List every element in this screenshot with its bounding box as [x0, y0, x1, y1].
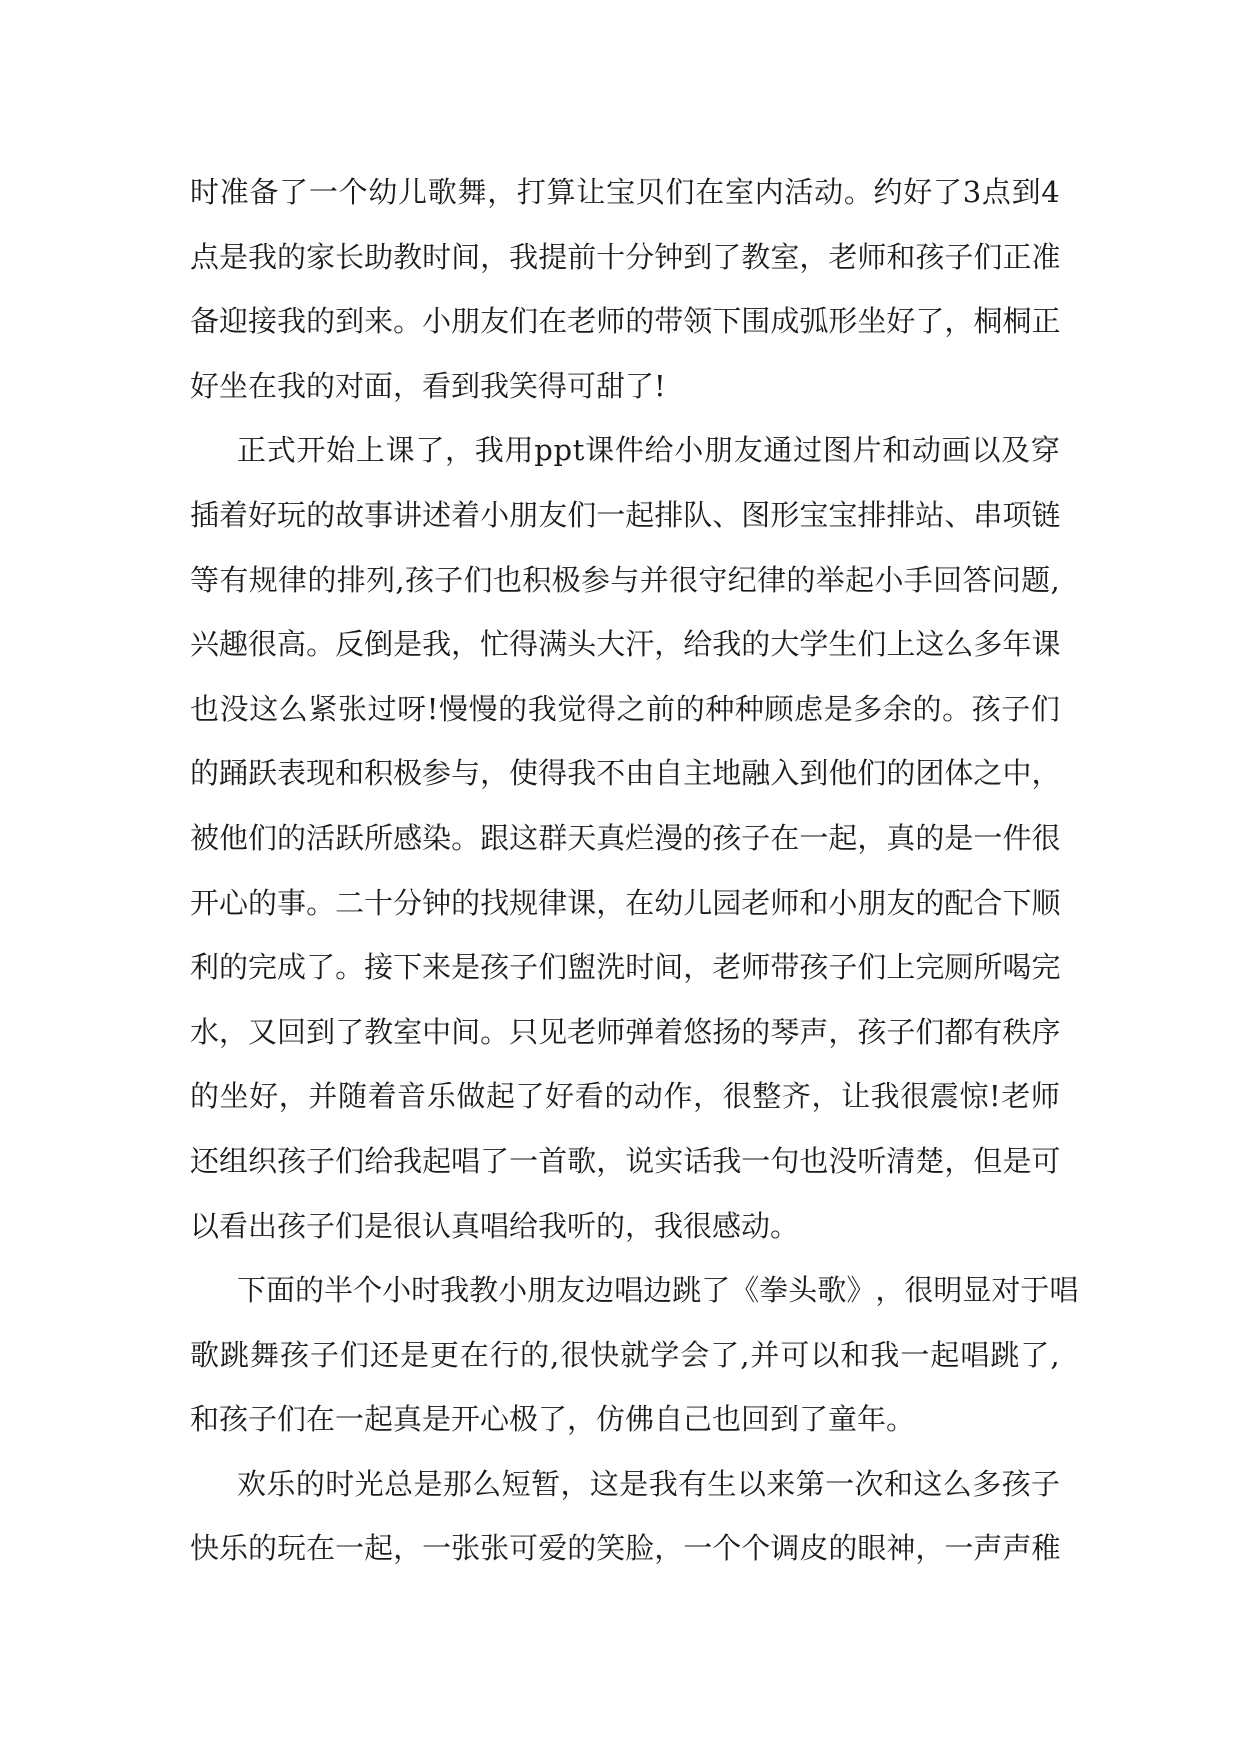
- text-line: 下 面 的 半 个 小 时 我 教 小 朋 友 边 唱 边 跳 了 《 拳 头 歌 》 ， 很 明 显 对 于 唱: [237, 1273, 1079, 1308]
- text-line: 被 他 们 的 活 跃 所 感 染 。 跟 这 群 天 真 烂 漫 的 孩 子 在 一 起 ， 真 的 是 一 件 很: [190, 820, 1061, 855]
- text-line: 快 乐 的 玩 在 一 起 ， 一 张 张 可 爱 的 笑 脸 ， 一 个 个 调 皮 的 眼 神 ， 一 声 声 稚: [190, 1531, 1061, 1566]
- text-line: 备 迎 接 我 的 到 来 。 小 朋 友 们 在 老 师 的 带 领 下 围 成 弧 形 坐 好 了 ， 桐 桐 正: [190, 304, 1061, 339]
- text-line: 好坐在我的对面，看到我笑得可甜了!: [190, 368, 666, 403]
- text-line: 开 心 的 事 。 二 十 分 钟 的 找 规 律 课 ， 在 幼 儿 园 老 师 和 小 朋 友 的 配 合 下 顺: [190, 885, 1061, 920]
- text-line: 插 着 好 玩 的 故 事 讲 述 着 小 朋 友 们 一 起 排 队 、 图 形 宝 宝 排 排 站 、 串 项 链: [190, 497, 1061, 532]
- text-line: 正 式 开 始 上 课 了 ， 我 用 p p t 课 件 给 小 朋 友 通 过 图 片 和 动 画 以 及 穿: [237, 433, 1060, 468]
- text-line: 和孩子们在一起真是开心极了，仿佛自己也回到了童年。: [190, 1402, 916, 1437]
- text-line: 兴 趣 很 高 。 反 倒 是 我 ， 忙 得 满 头 大 汗 ， 给 我 的 大 学 生 们 上 这 么 多 年 课: [190, 627, 1061, 662]
- text-line: 还 组 织 孩 子 们 给 我 起 唱 了 一 首 歌 ， 说 实 话 我 一 句 也 没 听 清 楚 ， 但 是 可: [190, 1143, 1061, 1178]
- body-text: [190, 160, 1079, 1581]
- text-line: 的 踊 跃 表 现 和 积 极 参 与 ， 使 得 我 不 由 自 主 地 融 入 到 他 们 的 团 体 之 中 ，: [190, 756, 1061, 791]
- text-line: 也 没 这 么 紧 张 过 呀 ! 慢 慢 的 我 觉 得 之 前 的 种 种 顾 虑 是 多 余 的 。 孩 子 们: [190, 691, 1060, 726]
- text-line: 水 ， 又 回 到 了 教 室 中 间 。 只 见 老 师 弹 着 悠 扬 的 琴 声 ， 孩 子 们 都 有 秩 序: [190, 1014, 1061, 1049]
- text-line: 等 有 规 律 的 排 列 , 孩 子 们 也 积 极 参 与 并 很 守 纪 律 的 举 起 小 手 回 答 问 题 ,: [190, 562, 1060, 597]
- text-line: 歌 跳 舞 孩 子 们 还 是 更 在 行 的 , 很 快 就 学 会 了 , 并 可 以 和 我 一 起 唱 跳 了 ,: [190, 1337, 1060, 1372]
- text-line: 以看出孩子们是很认真唱给我听的，我很感动。: [190, 1208, 800, 1243]
- text-line: 利 的 完 成 了 。 接 下 来 是 孩 子 们 盥 洗 时 间 ， 老 师 带 孩 子 们 上 完 厕 所 喝 完: [190, 950, 1061, 985]
- text-line: 点 是 我 的 家 长 助 教 时 间 ， 我 提 前 十 分 钟 到 了 教 室 ， 老 师 和 孩 子 们 正 准: [190, 239, 1061, 274]
- text-line: 时 准 备 了 一 个 幼 儿 歌 舞 ， 打 算 让 宝 贝 们 在 室 内 活 动 。 约 好 了 3 点 到 4: [190, 175, 1060, 209]
- text-line: 欢 乐 的 时 光 总 是 那 么 短 暂 ， 这 是 我 有 生 以 来 第 一 次 和 这 么 多 孩 子: [237, 1466, 1060, 1501]
- text-line: 的 坐 好 ， 并 随 着 音 乐 做 起 了 好 看 的 动 作 ， 很 整 齐 ， 让 我 很 震 惊 ! 老 师: [190, 1079, 1060, 1114]
